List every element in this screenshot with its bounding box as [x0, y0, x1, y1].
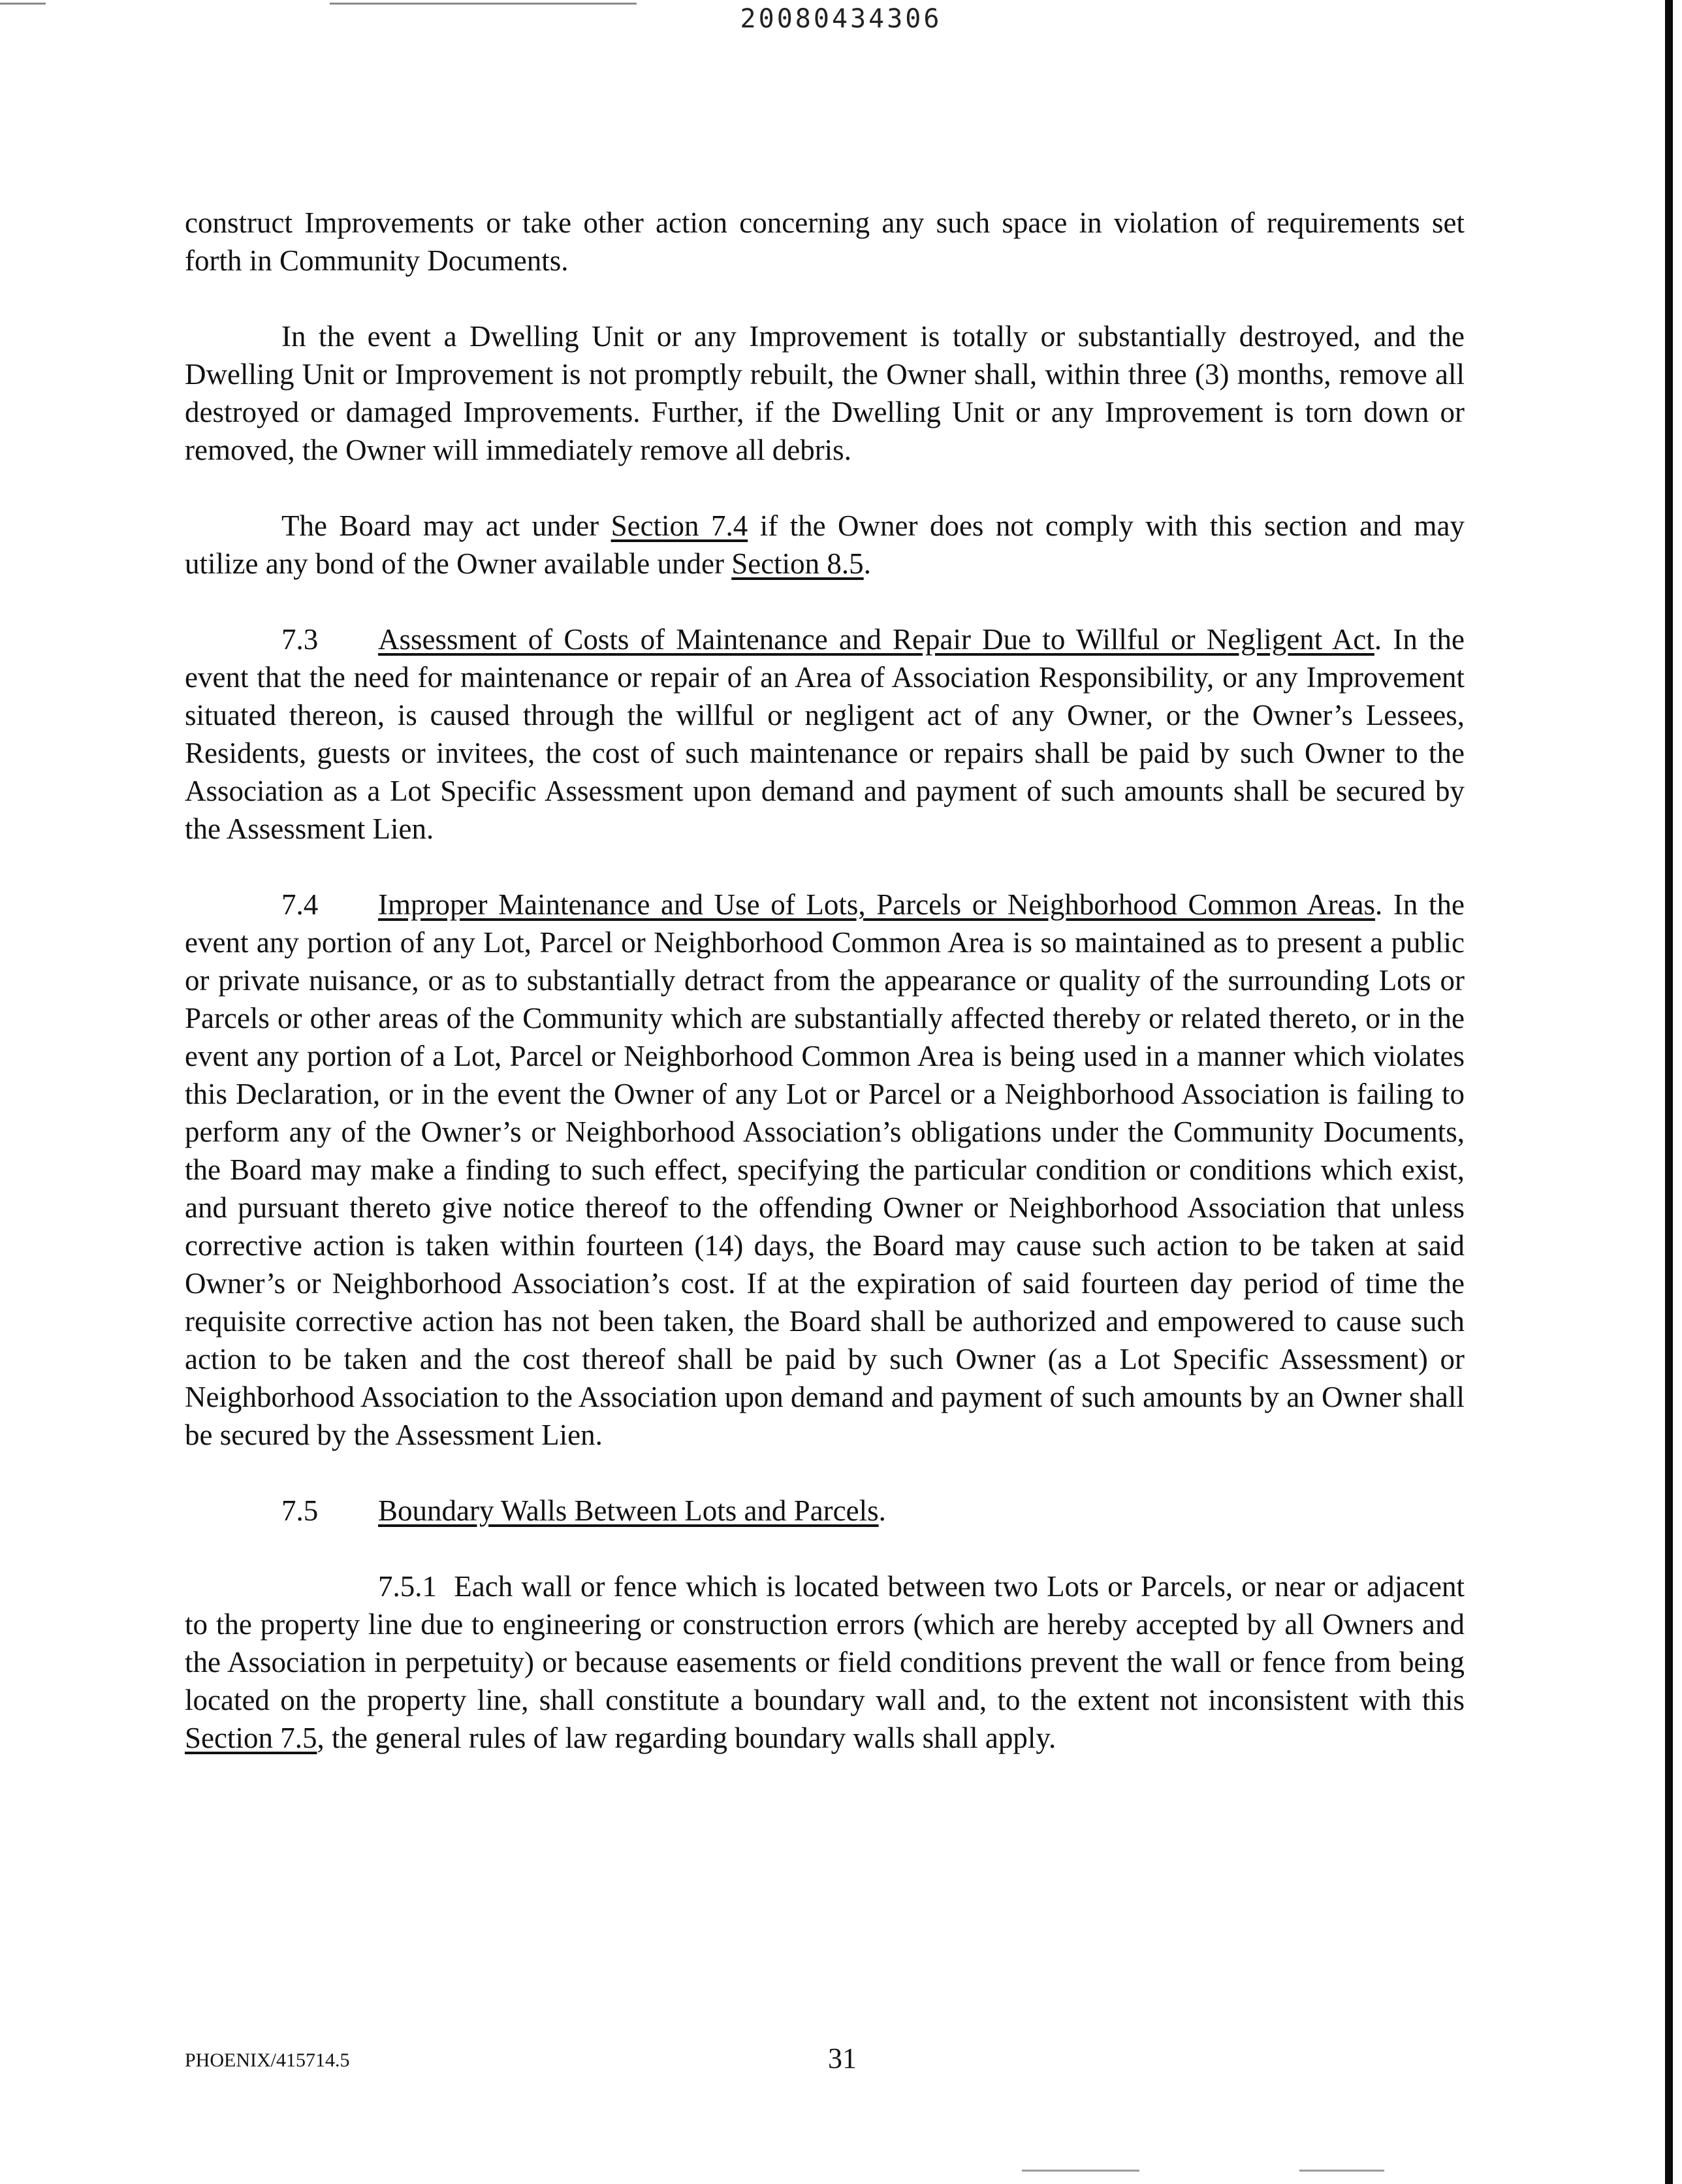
paragraph-board-action: [185, 507, 1465, 583]
scan-border-right: [1665, 0, 1673, 2184]
section-number: 7.3: [281, 623, 319, 656]
page-number: 31: [828, 2042, 857, 2074]
section-heading: Improper Maintenance and Use of Lots, Parcels or Neighborhood Common Areas: [378, 888, 1376, 921]
section-number: 7.4: [281, 888, 319, 921]
section-number: 7.5: [281, 1494, 319, 1527]
section-7-5-1: [185, 1567, 1465, 1757]
document-number: 20080434306: [740, 4, 942, 34]
document-body: [185, 204, 1465, 1795]
section-reference-7-5: Section 7.5: [185, 1722, 317, 1754]
section-body: . In the event that the need for maintenance or repair of an Area of Association Responsibility, or any Improvement situated thereon, is caused through the willful or negligent act of any Owner, or the Owner’s Lessees, Residents, guests or invitees, the cost of such maintenance or repairs shall be paid by such Owner to the Association as a Lot Specific Assessment upon demand and payment of such amounts shall be secured by the Assessment Lien.: [185, 623, 1465, 845]
section-reference-7-4: Section 7.4: [611, 509, 748, 542]
scan-artifact-bottom: [1022, 2170, 1139, 2172]
text-segment: if the Owner does not comply with this section and may utilize any bond of the Owner available under: [185, 509, 1465, 580]
text-segment: .: [863, 547, 871, 580]
section-7-4: [185, 886, 1465, 1454]
text-segment: The Board may act under: [281, 509, 611, 542]
section-heading: Assessment of Costs of Maintenance and Repair Due to Willful or Negligent Act: [378, 623, 1374, 656]
paragraph-destroyed-improvements: In the event a Dwelling Unit or any Improvement is totally or substantially destroyed, and the Dwelling Unit or Improvement is not promptly rebuilt, the Owner shall, within three (3) months, remove all destroyed or damaged Improvements. Further, if the Dwelling Unit or any Improvement is torn down or removed, the Owner will immediately remove all debris.: [185, 320, 1465, 466]
footer-document-id: PHOENIX/415714.5: [185, 2049, 350, 2071]
section-heading-period: .: [878, 1494, 886, 1527]
section-number: 7.5.1: [378, 1570, 437, 1603]
section-reference-8-5: Section 8.5: [731, 547, 864, 580]
section-7-5: [185, 1492, 1465, 1530]
text-segment: Each wall or fence which is located between two Lots or Parcels, or near or adjacent to the property line due to engineering or construction errors (which are hereby accepted by all Owners and the Association in perpetuity) or because easements or field conditions prevent the wall or fence from being located on the property line, shall constitute a boundary wall and, to the extent not inconsistent with this: [185, 1570, 1465, 1716]
section-heading: Boundary Walls Between Lots and Parcels: [378, 1494, 879, 1527]
scan-artifact-bottom-right: [1299, 2170, 1384, 2172]
section-body: . In the event any portion of any Lot, Parcel or Neighborhood Common Area is so maintained as to present a public or private nuisance, or as to substantially detract from the appearance or quality of the surrounding Lots or Parcels or other areas of the Community which are substantially affected thereby or related thereto, or in the event any portion of a Lot, Parcel or Neighborhood Common Area is being used in a manner which violates this Declaration, or in the event the Owner of any Lot or Parcel or a Neighborhood Association is failing to perform any of the Owner’s or Neighborhood Association’s obligations under the Community Documents, the Board may make a finding to such effect, specifying the particular condition or conditions which exist, and pursuant thereto give notice thereof to the offending Owner or Neighborhood Association that unless corrective action is taken within fourteen (14) days, the Board may cause such action to be taken at said Owner’s or Neighborhood Association’s cost. If at the expiration of said fourteen day period of time the requisite corrective action has not been taken, the Board shall be authorized and empowered to cause such action to be taken and the cost thereof shall be paid by such Owner (as a Lot Specific Assessment) or Neighborhood Association to the Association upon demand and payment of such amounts by an Owner shall be secured by the Assessment Lien.: [185, 888, 1465, 1451]
section-7-3: [185, 620, 1465, 848]
text-segment: , the general rules of law regarding boundary walls shall apply.: [317, 1722, 1056, 1754]
paragraph-continuation: construct Improvements or take other action concerning any such space in violation of requirements set forth in Community Documents.: [185, 206, 1465, 277]
